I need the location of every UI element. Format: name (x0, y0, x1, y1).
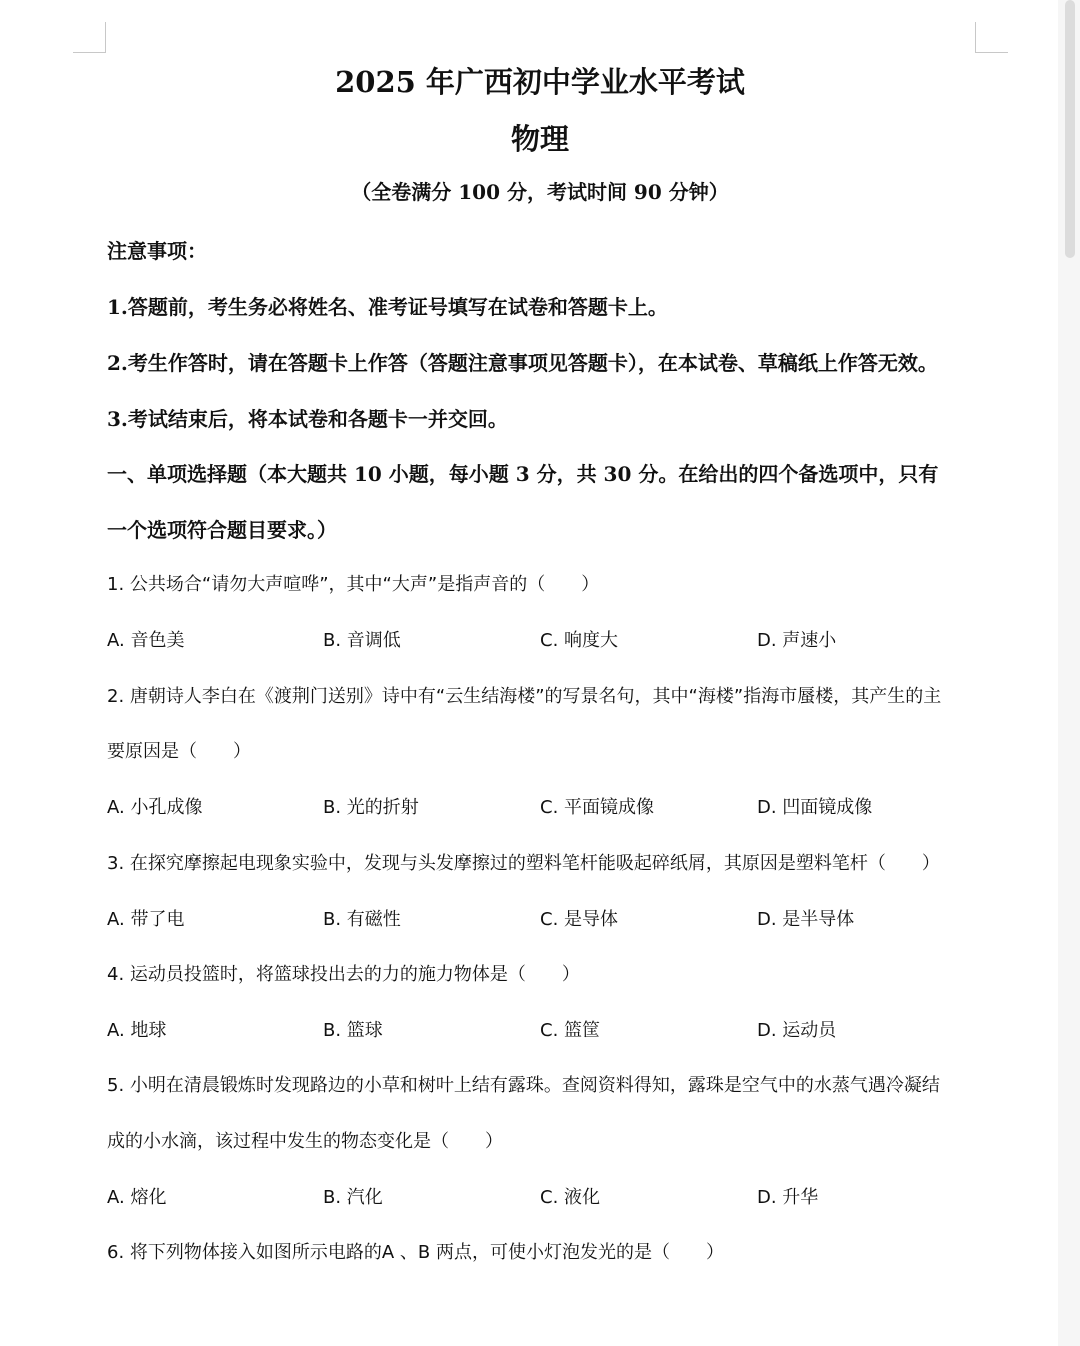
notice-item-3: 3.考试结束后，将本试卷和各题卡一并交回。 (107, 407, 508, 431)
question-3-option-d: D. 是半导体 (757, 909, 855, 930)
question-5-option-c: C. 液化 (540, 1187, 601, 1208)
question-5-stem-line-1: 5. 小明在清晨锻炼时发现路边的小草和树叶上结有露珠。查阅资料得知，露珠是空气中的水蒸气遇冷凝结 (107, 1075, 940, 1096)
question-5-option-d: D. 升华 (757, 1187, 819, 1208)
exam-subject: 物理 (510, 122, 569, 156)
exam-subtitle: （全卷满分 100 分，考试时间 90 分钟） (351, 180, 729, 204)
question-5-option-a: A. 熔化 (107, 1187, 167, 1208)
question-1-stem: 1. 公共场合“请勿大声喧哗”，其中“大声”是指声音的（ ） (107, 574, 600, 595)
question-3-options (107, 905, 977, 931)
question-5-option-b: B. 汽化 (323, 1187, 383, 1208)
question-1-option-c: C. 响度大 (540, 630, 619, 651)
question-5-stem-line-2: 成的小水滴，该过程中发生的物态变化是（ ） (107, 1131, 503, 1152)
question-1-option-b: B. 音调低 (323, 630, 401, 651)
section-heading-line-2: 一个选项符合题目要求。） (107, 518, 337, 542)
question-3-stem: 3. 在探究摩擦起电现象实验中，发现与头发摩擦过的塑料笔杆能吸起碎纸屑，其原因是塑料笔杆（ ） (107, 853, 940, 874)
question-4-option-a: A. 地球 (107, 1020, 167, 1041)
question-1-option-d: D. 声速小 (757, 630, 837, 651)
notice-item-1: 1.答题前，考生务必将姓名、准考证号填写在试卷和答题卡上。 (107, 295, 668, 319)
question-4-stem: 4. 运动员投篮时，将篮球投出去的力的施力物体是（ ） (107, 964, 580, 985)
section-heading-line-1: 一、单项选择题（本大题共 10 小题，每小题 3 分，共 30 分。在给出的四个备选项中，只有 (107, 462, 939, 486)
question-2-stem-line-2: 要原因是（ ） (107, 741, 251, 762)
question-6-stem: 6. 将下列物体接入如图所示电路的A 、B 两点，可使小灯泡发光的是（ ） (107, 1242, 724, 1263)
vertical-scrollbar[interactable] (1058, 0, 1080, 1346)
question-5-options (107, 1183, 977, 1209)
question-2-option-d: D. 凹面镜成像 (757, 797, 873, 818)
question-4-option-d: D. 运动员 (757, 1020, 837, 1041)
question-4-options (107, 1016, 977, 1042)
question-2-options (107, 793, 977, 819)
question-1-option-a: A. 音色美 (107, 630, 185, 651)
exam-title: 2025 年广西初中学业水平考试 (335, 65, 745, 99)
crop-mark-right (975, 22, 1008, 53)
question-2-option-c: C. 平面镜成像 (540, 797, 655, 818)
question-3-option-a: A. 带了电 (107, 909, 185, 930)
question-2-stem-line-1: 2. 唐朝诗人李白在《渡荆门送别》诗中有“云生结海楼”的写景名句，其中“海楼”指海市蜃楼，其产生的主 (107, 686, 942, 707)
question-2-option-a: A. 小孔成像 (107, 797, 203, 818)
notice-heading: 注意事项： (107, 239, 207, 263)
question-2-option-b: B. 光的折射 (323, 797, 419, 818)
question-3-option-c: C. 是导体 (540, 909, 619, 930)
question-4-option-c: C. 篮筐 (540, 1020, 601, 1041)
scrollbar-thumb[interactable] (1065, 0, 1075, 258)
notice-item-2: 2.考生作答时，请在答题卡上作答（答题注意事项见答题卡），在本试卷、草稿纸上作答无效。 (107, 351, 938, 375)
question-1-options (107, 626, 977, 652)
question-3-option-b: B. 有磁性 (323, 909, 401, 930)
question-4-option-b: B. 篮球 (323, 1020, 383, 1041)
crop-mark-left (73, 22, 106, 53)
